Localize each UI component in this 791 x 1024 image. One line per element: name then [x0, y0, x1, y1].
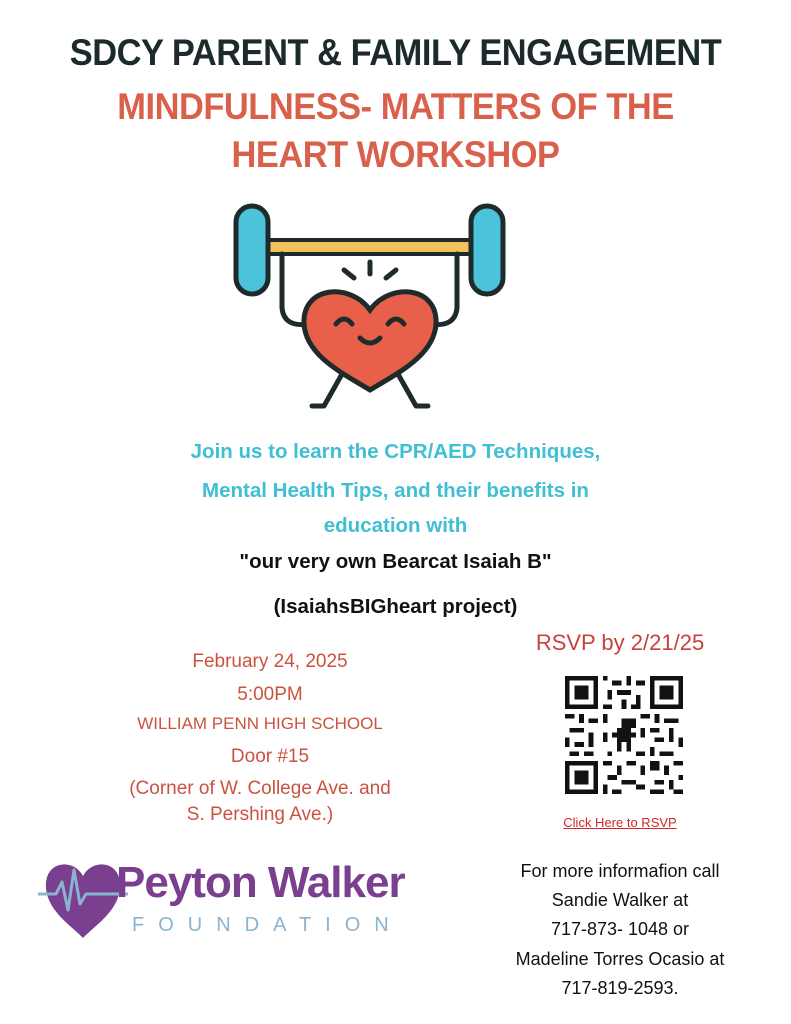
- contact-line3: 717-873- 1048 or: [550, 919, 690, 939]
- contact-line1: For more informafion call: [520, 861, 720, 881]
- foundation-tagline: FOUNDATION: [132, 914, 403, 936]
- qr-code-icon[interactable]: [565, 676, 683, 794]
- event-time: 5:00PM: [237, 684, 303, 705]
- event-door: Door #15: [230, 746, 310, 767]
- description-line3: education with: [323, 514, 468, 537]
- event-date: February 24, 2025: [192, 651, 348, 672]
- workshop-title-line1: MINDFULNESS- MATTERS OF THE: [117, 86, 674, 127]
- foundation-name: Peyton Walker: [116, 858, 405, 907]
- project-line: (IsaiahsBIGheart project): [273, 595, 518, 618]
- contact-line4: Madeline Torres Ocasio at: [515, 949, 725, 969]
- description-line2: Mental Health Tips, and their benefits in: [202, 479, 589, 502]
- speaker-line: "our very own Bearcat Isaiah B": [239, 550, 552, 573]
- page-title: SDCY PARENT & FAMILY ENGAGEMENT: [69, 32, 722, 73]
- workshop-title-line2: HEART WORKSHOP: [231, 134, 560, 175]
- heartbeat-heart-logo-icon: [38, 852, 128, 947]
- rsvp-deadline: RSVP by 2/21/25: [535, 630, 705, 655]
- foundation-logo: [38, 852, 438, 947]
- event-venue: WILLIAM PENN HIGH SCHOOL: [137, 714, 383, 733]
- event-location-line2: S. Pershing Ave.): [186, 804, 334, 825]
- description-line1: Join us to learn the CPR/AED Techniques,: [190, 440, 601, 463]
- rsvp-link[interactable]: Click Here to RSVP: [563, 815, 677, 830]
- contact-line5: 717-819-2593.: [561, 978, 679, 998]
- contact-line2: Sandie Walker at: [551, 890, 689, 910]
- event-location-line1: (Corner of W. College Ave. and: [129, 778, 391, 799]
- heart-lifting-barbell-icon: [232, 178, 507, 410]
